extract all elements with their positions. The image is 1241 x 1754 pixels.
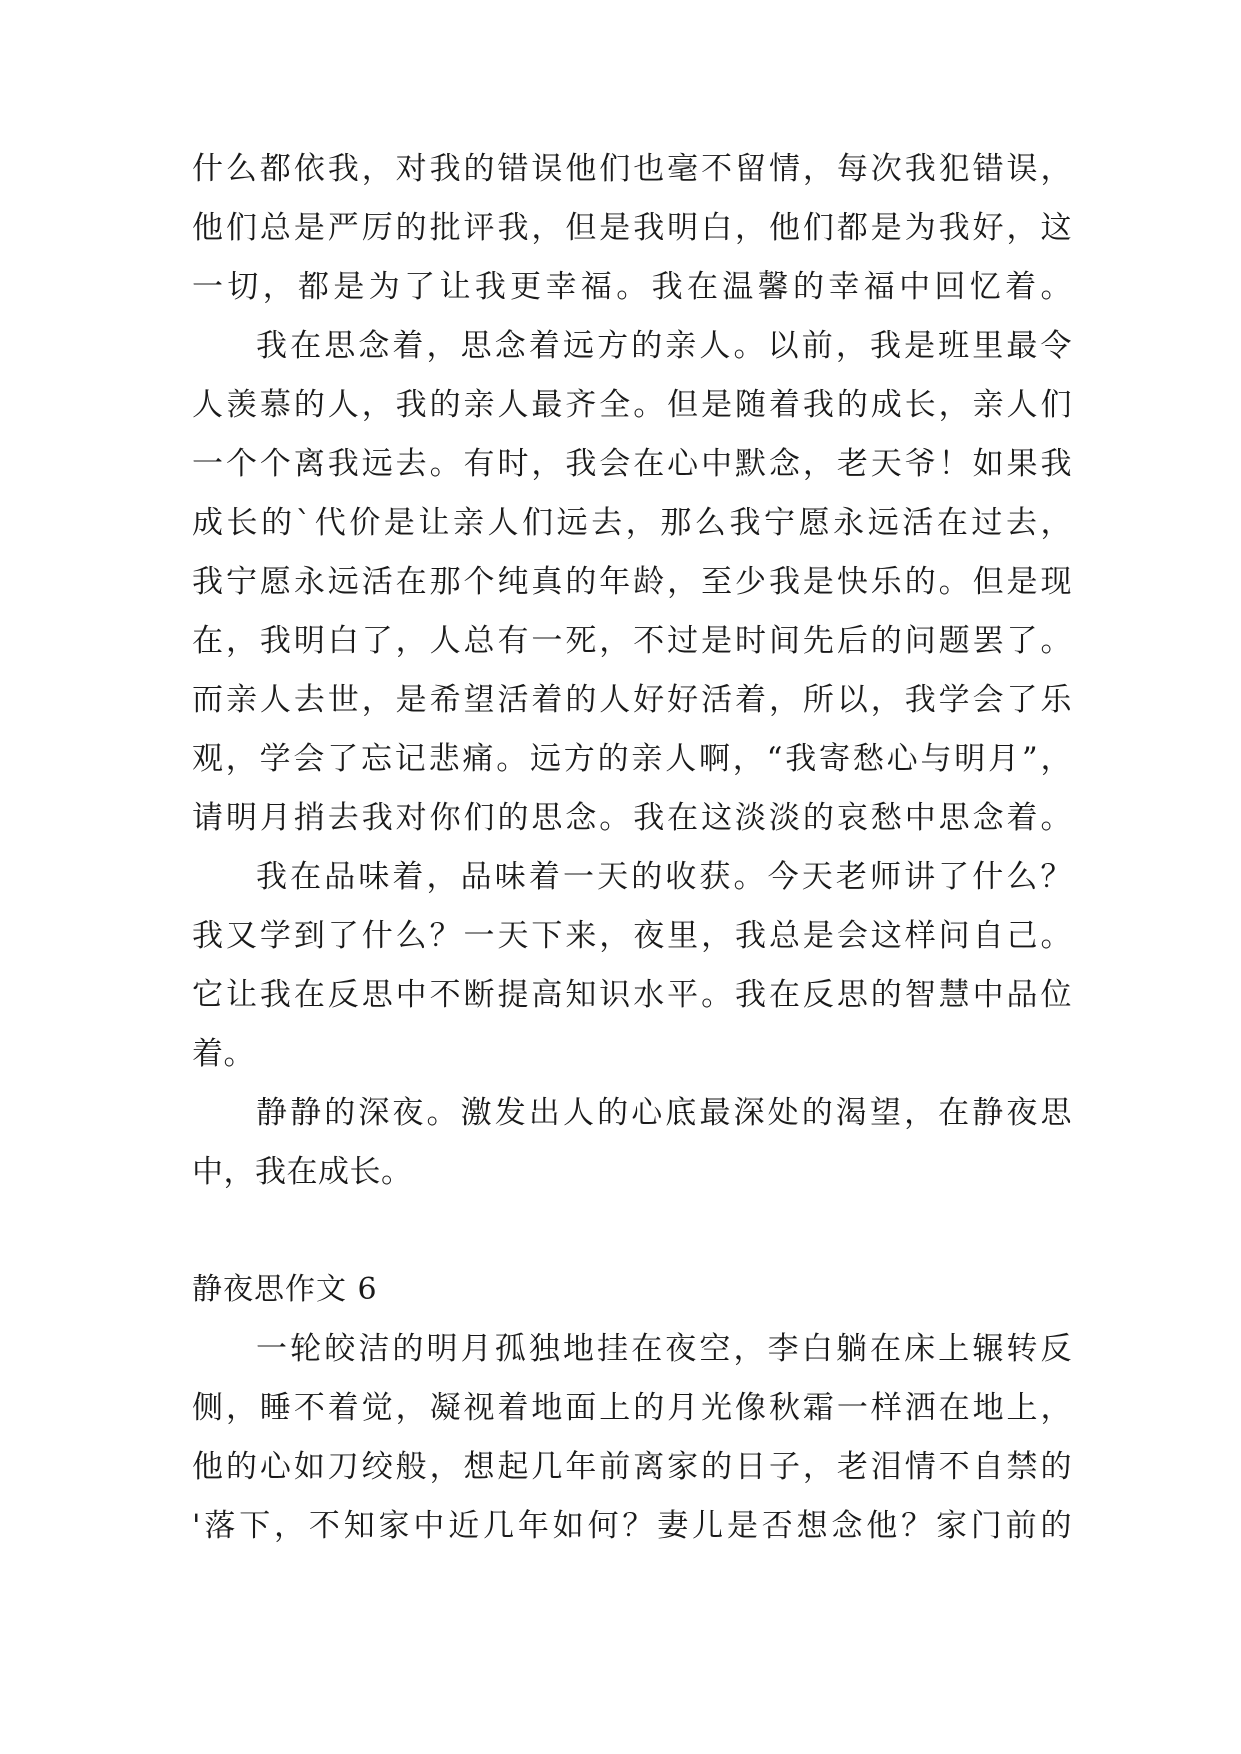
text-line: 他的心如刀绞般，想起几年前离家的日子，老泪情不自禁的 [192,1449,1072,1485]
text-line: 着。 [192,1036,255,1072]
text-line: 成长的`代价是让亲人们远去，那么我宁愿永远活在过去， [192,505,1072,541]
text-line: 我宁愿永远活在那个纯真的年龄，至少我是快乐的。但是现 [192,564,1072,600]
section-heading: 静夜思作文 6 [192,1272,378,1307]
text-line: 观，学会了忘记悲痛。远方的亲人啊，“我寄愁心与明月”， [192,741,1072,777]
text-line: 中，我在成长。 [192,1154,413,1190]
text-line: 一切，都是为了让我更幸福。我在温馨的幸福中回忆着。 [192,269,1072,305]
text-line: 我在品味着，品味着一天的收获。今天老师讲了什么？ [256,859,1072,895]
text-line: 一轮皎洁的明月孤独地挂在夜空，李白躺在床上辗转反 [256,1331,1072,1367]
text-line: 一个个离我远去。有时，我会在心中默念，老天爷！如果我 [192,446,1072,482]
text-line: 侧，睡不着觉，凝视着地面上的月光像秋霜一样洒在地上， [192,1390,1072,1426]
text-line: 而亲人去世，是希望活着的人好好活着，所以，我学会了乐 [192,682,1072,718]
text-line: 我又学到了什么？一天下来，夜里，我总是会这样问自己。 [192,918,1072,954]
text-line: 静静的深夜。激发出人的心底最深处的渴望，在静夜思 [256,1095,1072,1131]
text-line: 什么都依我，对我的错误他们也毫不留情，每次我犯错误， [192,151,1072,187]
text-line: 它让我在反思中不断提高知识水平。我在反思的智慧中品位 [192,977,1072,1013]
text-line: 我在思念着，思念着远方的亲人。以前，我是班里最令 [256,328,1072,364]
text-line: 请明月捎去我对你们的思念。我在这淡淡的哀愁中思念着。 [192,800,1072,836]
text-line: 人羡慕的人，我的亲人最齐全。但是随着我的成长，亲人们 [192,387,1072,423]
text-line: 他们总是严厉的批评我，但是我明白，他们都是为我好，这 [192,210,1072,246]
text-line: 在，我明白了，人总有一死，不过是时间先后的问题罢了。 [192,623,1072,659]
text-line: '落下，不知家中近几年如何？妻儿是否想念他？家门前的 [192,1508,1072,1544]
